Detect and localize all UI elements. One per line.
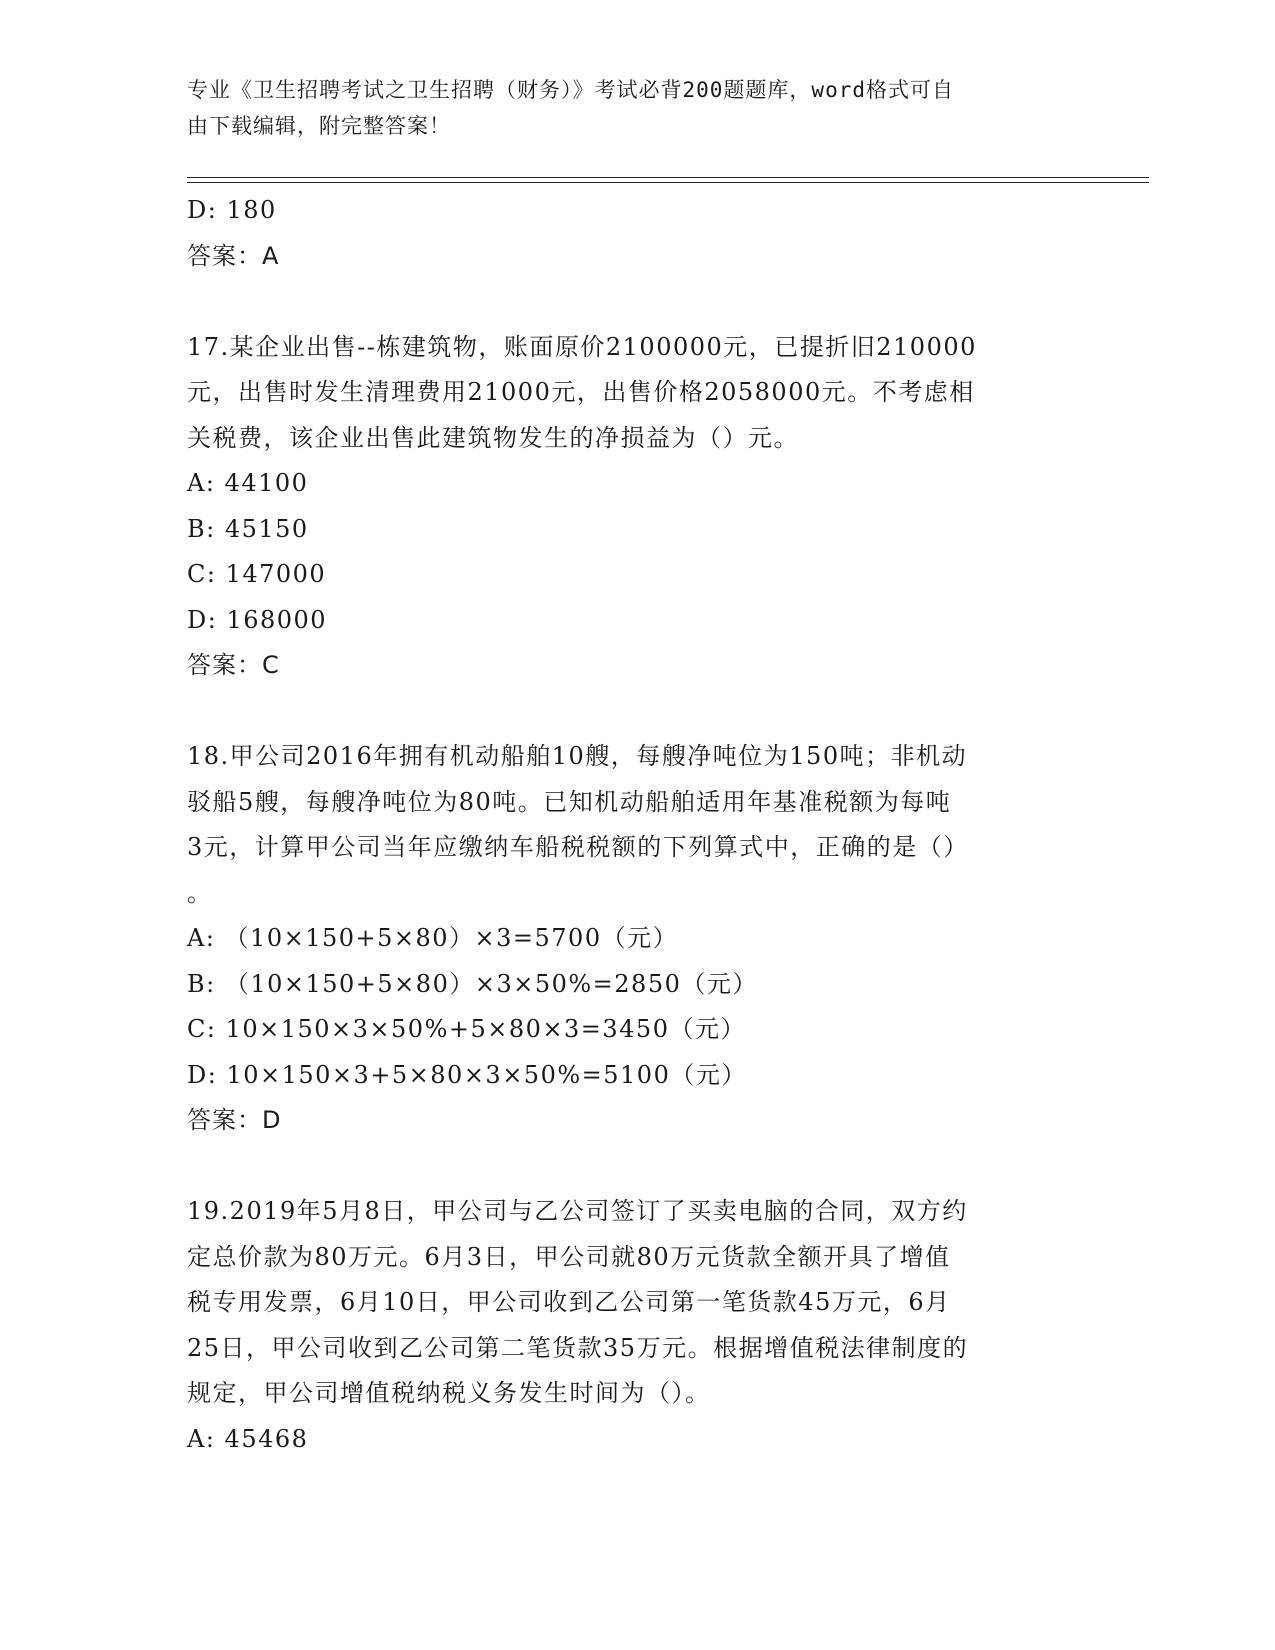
question-19-option-a: A: 45468 <box>187 1424 309 1453</box>
question-17-option-c: C: 147000 <box>187 560 327 588</box>
prev-answer: 答案：A <box>187 241 280 270</box>
question-17-answer: 答案：C <box>187 651 280 679</box>
question-19-line-5: 规定，甲公司增值税纳税义务发生时间为（）。 <box>187 1379 711 1407</box>
question-18-line-4: 。 <box>187 878 213 907</box>
header-divider-bottom <box>187 182 1149 183</box>
question-19 <box>187 1189 1087 1462</box>
document-body <box>187 188 1087 1462</box>
question-18 <box>187 734 1087 1144</box>
header-divider-top <box>187 177 1149 178</box>
question-17-option-d: D: 168000 <box>187 605 328 634</box>
question-18-option-b: B: （10×150+5×80）×3×50%=2850（元） <box>187 969 758 998</box>
question-18-answer: 答案：D <box>187 1106 282 1134</box>
header-line-2: 由下载编辑，附完整答案！ <box>187 114 451 138</box>
spacer <box>187 279 1087 325</box>
question-18-line-2: 驳船5艘，每艘净吨位为80吨。已知机动船舶适用年基准税额为每吨 <box>187 787 952 816</box>
question-18-option-c: C: 10×150×3×50%+5×80×3=3450（元） <box>187 1015 746 1043</box>
question-17-line-3: 关税费，该企业出售此建筑物发生的净损益为（）元。 <box>187 423 799 452</box>
question-19-line-2: 定总价款为80万元。6月3日，甲公司就80万元货款全额开具了增值 <box>187 1242 951 1271</box>
question-18-line-3: 3元，计算甲公司当年应缴纳车船税税额的下列算式中，正确的是（） <box>187 833 969 861</box>
question-19-line-1: 19.2019年5月8日，甲公司与乙公司签订了买卖电脑的合同，双方约 <box>187 1197 968 1225</box>
question-19-line-4: 25日，甲公司收到乙公司第二笔货款35万元。根据增值税法律制度的 <box>187 1333 969 1362</box>
question-19-line-3: 税专用发票，6月10日，甲公司收到乙公司第一笔货款45万元，6月 <box>187 1288 951 1316</box>
question-17 <box>187 325 1087 689</box>
prev-option-d: D: 180 <box>187 196 277 224</box>
spacer <box>187 689 1087 735</box>
question-17-line-2: 元，出售时发生清理费用21000元，出售价格2058000元。不考虑相 <box>187 378 975 406</box>
question-18-option-d: D: 10×150×3+5×80×3×50%=5100（元） <box>187 1060 747 1089</box>
document-header <box>187 72 1087 144</box>
question-18-line-1: 18.甲公司2016年拥有机动船舶10艘，每艘净吨位为150吨；非机动 <box>187 742 968 770</box>
header-line-1: 专业《卫生招聘考试之卫生招聘（财务）》考试必背200题题库，word格式可自 <box>187 78 954 102</box>
question-18-option-a: A: （10×150+5×80）×3=5700（元） <box>187 924 679 952</box>
question-17-option-a: A: 44100 <box>187 469 309 497</box>
spacer <box>187 1144 1087 1190</box>
question-17-line-1: 17.某企业出售--栋建筑物，账面原价2100000元，已提折旧210000 <box>187 332 977 361</box>
question-17-option-b: B: 45150 <box>187 514 309 543</box>
